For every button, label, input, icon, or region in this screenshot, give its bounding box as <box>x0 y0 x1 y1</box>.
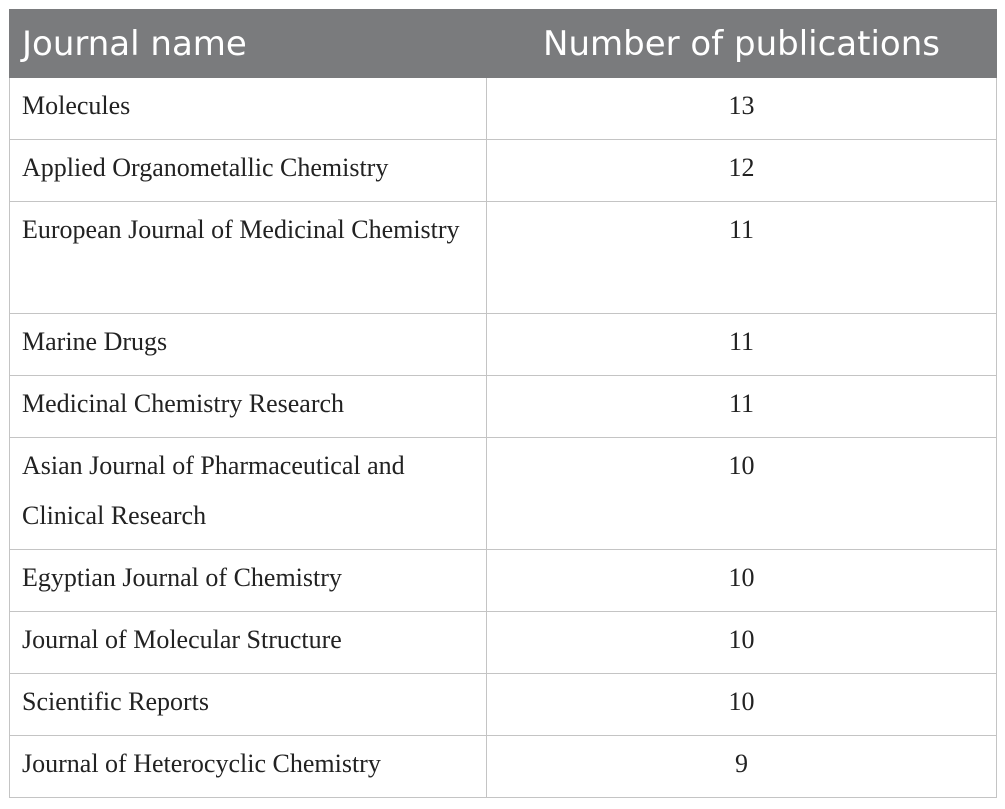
journal-name: Egyptian Journal of Chemistry <box>22 563 342 592</box>
publication-count: 11 <box>728 327 755 356</box>
journal-name-cell <box>10 550 487 612</box>
table-row <box>10 376 997 438</box>
publication-count-cell <box>487 438 997 550</box>
table-row <box>10 438 997 550</box>
publication-count-cell <box>487 202 997 314</box>
publication-count: 11 <box>728 215 755 244</box>
journal-name-cell <box>10 736 487 798</box>
journal-name: Asian Journal of Pharmaceutical and Clinical Research <box>22 451 405 530</box>
header-number-of-publications: Number of publications <box>487 10 997 78</box>
journal-name: Marine Drugs <box>22 327 168 356</box>
publication-count: 10 <box>728 687 755 716</box>
publication-count: 9 <box>735 749 748 778</box>
table-row <box>10 78 997 140</box>
publication-count-cell <box>487 376 997 438</box>
header-journal-name: Journal name <box>10 10 487 78</box>
journal-name: Molecules <box>22 91 131 120</box>
journal-name: Medicinal Chemistry Research <box>22 389 345 418</box>
journal-name-cell <box>10 202 487 314</box>
journal-name: Scientific Reports <box>22 687 210 716</box>
publication-count: 11 <box>728 389 755 418</box>
table-row <box>10 202 997 314</box>
journal-name-cell <box>10 140 487 202</box>
publication-count-cell <box>487 140 997 202</box>
table-row <box>10 674 997 736</box>
table-header-row <box>10 10 997 78</box>
table-row <box>10 612 997 674</box>
table-container <box>9 9 996 798</box>
journal-name-cell <box>10 78 487 140</box>
journal-name-cell <box>10 376 487 438</box>
publication-count: 10 <box>728 451 755 480</box>
table-row <box>10 314 997 376</box>
publication-count-cell <box>487 674 997 736</box>
publication-count: 13 <box>728 91 755 120</box>
journal-name-cell <box>10 438 487 550</box>
publication-count-cell <box>487 314 997 376</box>
publication-count: 12 <box>728 153 755 182</box>
table-row <box>10 140 997 202</box>
journal-publications-table <box>9 9 997 798</box>
publication-count: 10 <box>728 563 755 592</box>
publication-count-cell <box>487 612 997 674</box>
journal-name: European Journal of Medicinal Chemistry <box>22 215 460 244</box>
journal-name: Journal of Heterocyclic Chemistry <box>22 749 381 778</box>
journal-name-cell <box>10 612 487 674</box>
publication-count: 10 <box>728 625 755 654</box>
journal-name: Journal of Molecular Structure <box>22 625 342 654</box>
table-row <box>10 736 997 798</box>
publication-count-cell <box>487 736 997 798</box>
publication-count-cell <box>487 550 997 612</box>
publication-count-cell <box>487 78 997 140</box>
journal-name: Applied Organometallic Chemistry <box>22 153 389 182</box>
journal-name-cell <box>10 314 487 376</box>
table-row <box>10 550 997 612</box>
journal-name-cell <box>10 674 487 736</box>
